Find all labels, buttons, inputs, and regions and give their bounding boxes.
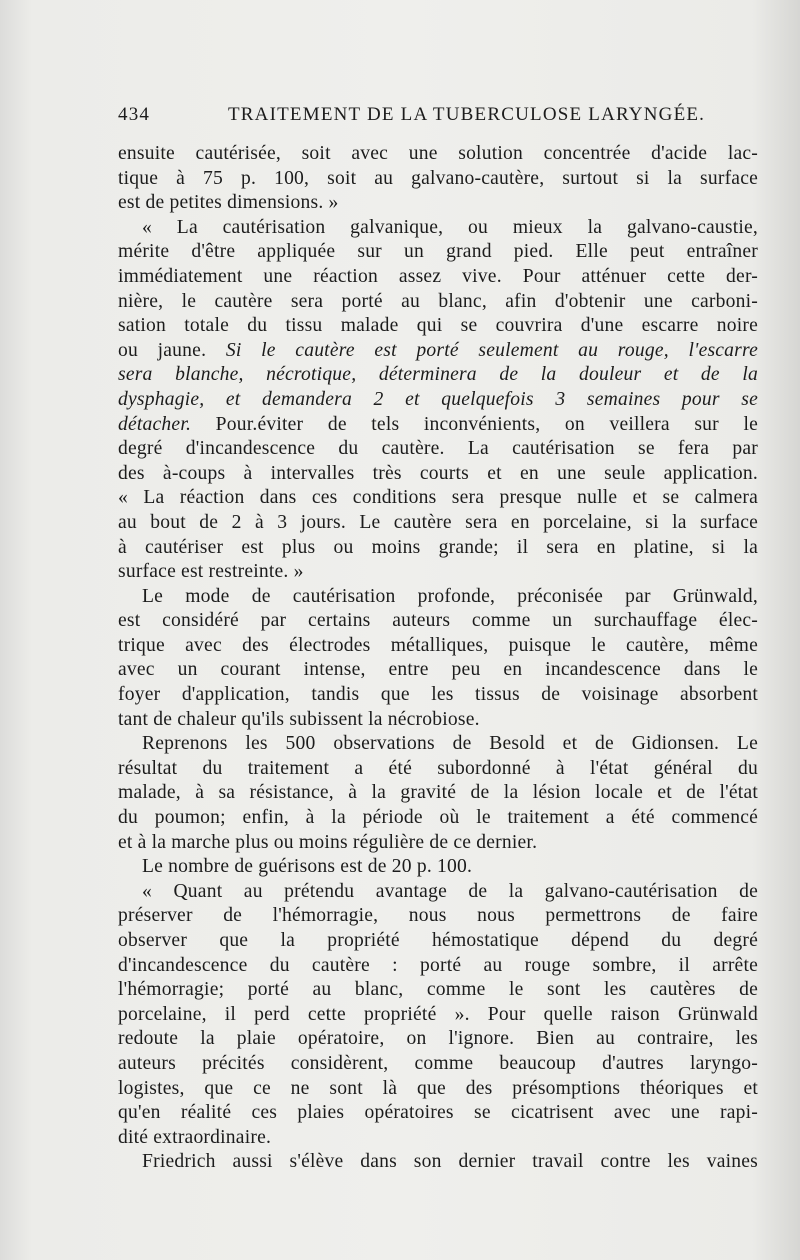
text-line: Le nombre de guérisons est de 20 p. 100. — [142, 856, 473, 878]
text-line: est de petites dimensions. » — [118, 192, 339, 214]
text-line: « La réaction dans ces conditions sera presque nulle et se calmera — [118, 487, 758, 509]
text-line: des à-coups à intervalles très courts et en une seule application. — [118, 462, 758, 484]
text-line: degré d'incandescence du cautère. La cautérisation se fera par — [118, 438, 758, 460]
text-line: redoute la plaie opératoire, on l'ignore. Bien au contraire, les — [118, 1028, 758, 1050]
text-line: « Quant au prétendu avantage de la galvano-cautérisation de — [142, 880, 758, 902]
text-line: dité extraordinaire. — [118, 1126, 272, 1148]
text-line: surface est restreinte. » — [118, 561, 304, 583]
text-line: au bout de 2 à 3 jours. Le cautère sera en porcelaine, si la surface — [118, 511, 758, 533]
text-line: malade, à sa résistance, à la gravité de la lésion locale et de l'état — [118, 782, 758, 804]
text-line: du poumon; enfin, à la période où le traitement a été commencé — [118, 807, 758, 829]
text-line: Le mode de cautérisation profonde, préconisée par Grünwald, — [142, 585, 758, 607]
text-line: tique à 75 p. 100, soit au galvano-cautère, surtout si la surface — [118, 167, 758, 189]
text-line: immédiatement une réaction assez vive. Pour atténuer cette der- — [118, 265, 758, 287]
text-line: dysphagie, et demandera 2 et quelquefois 3 semaines pour se — [118, 388, 758, 410]
text-line: et à la marche plus ou moins régulière de ce dernier. — [118, 831, 538, 853]
text-line: Friedrich aussi s'élève dans son dernier travail contre les vaines — [142, 1151, 758, 1173]
text-line: logistes, que ce ne sont là que des présomptions théoriques et — [118, 1077, 758, 1099]
text-line: « La cautérisation galvanique, ou mieux la galvano-caustie, — [142, 216, 758, 238]
italic-text-segment: Si le cautère est porté seulement au rouge, l'escarre — [225, 339, 759, 361]
text-line: sera blanche, nécrotique, déterminera de la douleur et de la — [118, 364, 758, 386]
text-line: observer que la propriété hémostatique dépend du degré — [118, 930, 758, 951]
text-line: est considéré par certains auteurs comme un surchauffage élec- — [118, 610, 758, 632]
running-title: TRAITEMENT DE LA TUBERCULOSE LARYNGÉE. — [228, 104, 706, 125]
italic-text-segment: détacher. — [118, 413, 192, 435]
body-text — [118, 142, 758, 1175]
text-line: qu'en réalité ces plaies opératoires se cicatrisent avec une rapi- — [118, 1102, 758, 1124]
text-line: l'hémorragie; porté au blanc, comme le sont les cautères de — [118, 979, 758, 1001]
text-line: ensuite cautérisée, soit avec une solution concentrée d'acide lac- — [118, 143, 758, 164]
page-number: 434 — [118, 104, 151, 125]
text-line: tant de chaleur qu'ils subissent la nécrobiose. — [118, 708, 480, 730]
text-line: foyer d'application, tandis que les tissus de voisinage absorbent — [118, 684, 758, 706]
text-line: avec un courant intense, entre peu en incandescence dans le — [118, 659, 758, 681]
text-line: Reprenons les 500 observations de Besold et de Gidionsen. Le — [142, 733, 758, 755]
text-line: résultat du traitement a été subordonné à l'état général du — [118, 757, 758, 779]
text-line: à cautériser est plus ou moins grande; il sera en platine, si la — [118, 536, 758, 558]
text-segment: Pour.éviter de tels inconvénients, on veillera sur le — [215, 413, 758, 435]
text-line: d'incandescence du cautère : porté au rouge sombre, il arrête — [118, 954, 758, 976]
text-line — [118, 413, 758, 438]
page-header — [118, 104, 706, 134]
text-segment: ou jaune. — [118, 339, 207, 361]
text-line — [118, 339, 758, 364]
text-line: auteurs précités considèrent, comme beaucoup d'autres laryngo- — [118, 1052, 758, 1074]
text-line: porcelaine, il perd cette propriété ». Pour quelle raison Grünwald — [118, 1003, 758, 1025]
text-line: nière, le cautère sera porté au blanc, afin d'obtenir une carboni- — [118, 290, 758, 312]
text-line: mérite d'être appliquée sur un grand pied. Elle peut entraîner — [118, 241, 758, 263]
text-line: sation totale du tissu malade qui se couvrira d'une escarre noire — [118, 315, 758, 337]
text-line: préserver de l'hémorragie, nous nous permettrons de faire — [118, 905, 758, 927]
text-line: trique avec des électrodes métalliques, puisque le cautère, même — [118, 634, 758, 656]
